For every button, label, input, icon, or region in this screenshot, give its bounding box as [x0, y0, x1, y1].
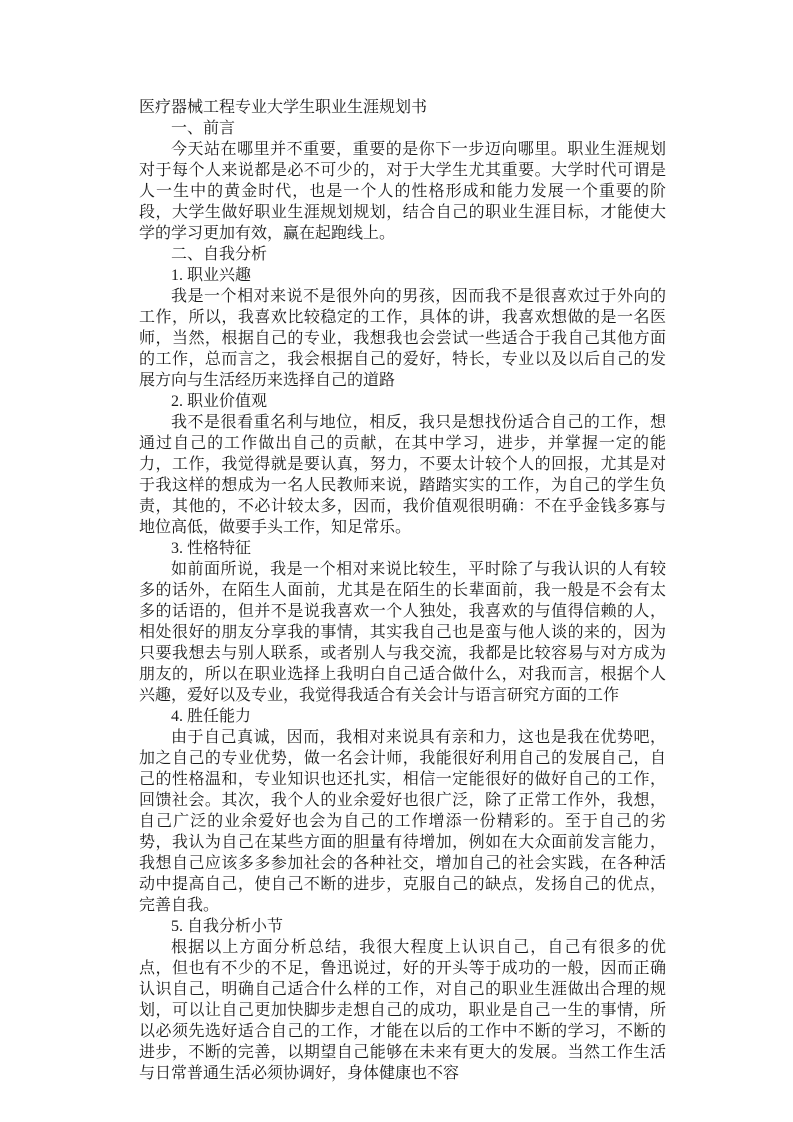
- heading-career-values: 2. 职业价值观: [171, 393, 268, 410]
- heading-competence: 4. 胜任能力: [171, 708, 252, 725]
- para-foreword: 今天站在哪里并不重要，重要的是你下一步迈向哪里。职业生涯规划对于每个人来说都是必不可少的，对于大学生尤其重要。大学时代可谓是人一生中的黄金时代，也是一个人的性格形成和能力发展一个重要的阶段，大学生做好职业生涯规划规划，结合自己的职业生涯目标，才能使大学的学习更加有效，赢在起跑线上。: [139, 141, 666, 242]
- heading-self-analysis-summary: 5. 自我分析小节: [171, 918, 284, 935]
- para-personality-traits: 如前面所说，我是一个相对来说比较生，平时除了与我认识的人有较多的话外，在陌生人面前，尤其是在陌生的长辈面前，我一般是不会有太多的话语的，但并不是说我喜欢一个人独处，我喜欢的与值得信赖的人，相处很好的朋友分享我的事情，其实我自己也是蛮与他人谈的来的，因为只要我想去与别人联系，或者别人与我交流，我都是比较容易与对方成为朋友的，所以在职业选择上我明白自己适合做什么，对我而言，根据个人兴趣，爱好以及专业，我觉得我适合有关会计与语言研究方面的工作: [139, 561, 666, 704]
- document-title: 医疗器械工程专业大学生职业生涯规划书: [139, 99, 428, 116]
- document-body: [139, 97, 666, 1084]
- para-career-values: 我不是很看重名利与地位，相反，我只是想找份适合自己的工作，想通过自己的工作做出自己的贡献，在其中学习，进步，并掌握一定的能力，工作，我觉得就是要认真，努力，不要太计较个人的回报，尤其是对于我这样的想成为一名人民教师来说，踏踏实实的工作，为自己的学生负责，其他的，不必计较太多，因而，我价值观很明确：不在乎金钱多寡与地位高低，做要手头工作，知足常乐。: [139, 414, 666, 536]
- heading-foreword: 一、前言: [171, 120, 236, 137]
- heading-self-analysis: 二、自我分析: [171, 246, 268, 263]
- heading-personality-traits: 3. 性格特征: [171, 540, 252, 557]
- para-career-interest: 我是一个相对来说不是很外向的男孩，因而我不是很喜欢过于外向的工作，所以，我喜欢比较稳定的工作，具体的讲，我喜欢想做的是一名医师，当然，根据自己的专业，我想我也会尝试一些适合于我自己其他方面的工作，总而言之，我会根据自己的爱好，特长，专业以及以后自己的发展方向与生活经历来选择自己的道路: [139, 288, 666, 389]
- heading-career-interest: 1. 职业兴趣: [171, 267, 252, 284]
- para-competence: 由于自己真诚，因而，我相对来说具有亲和力，这也是我在优势吧，加之自己的专业优势，做一名会计师，我能很好利用自己的发展自己，自己的性格温和，专业知识也还扎实，相信一定能很好的做好自己的工作，回馈社会。其次，我个人的业余爱好也很广泛，除了正常工作外，我想，自己广泛的业余爱好也会为自己的工作增添一份精彩的。至于自己的劣势，我认为自己在某些方面的胆量有待增加，例如在大众面前发言能力，我想自己应该多多参加社会的各种社交，增加自己的社会实践，在各种活动中提高自己，使自己不断的进步，克服自己的缺点，发扬自己的优点，完善自我。: [139, 729, 666, 914]
- para-self-analysis-summary: 根据以上方面分析总结，我很大程度上认识自己，自己有很多的优点，但也有不少的不足，鲁迅说过，好的开头等于成功的一般，因而正确认识自己，明确自己适合什么样的工作，对自己的职业生涯做出合理的规划，可以让自己更加快脚步走想自己的成功，职业是自己一生的事情，所以必须先选好适合自己的工作，才能在以后的工作中不断的学习，不断的进步，不断的完善，以期望自己能够在未来有更大的发展。当然工作生活与日常普通生活必须协调好，身体健康也不容: [139, 939, 666, 1082]
